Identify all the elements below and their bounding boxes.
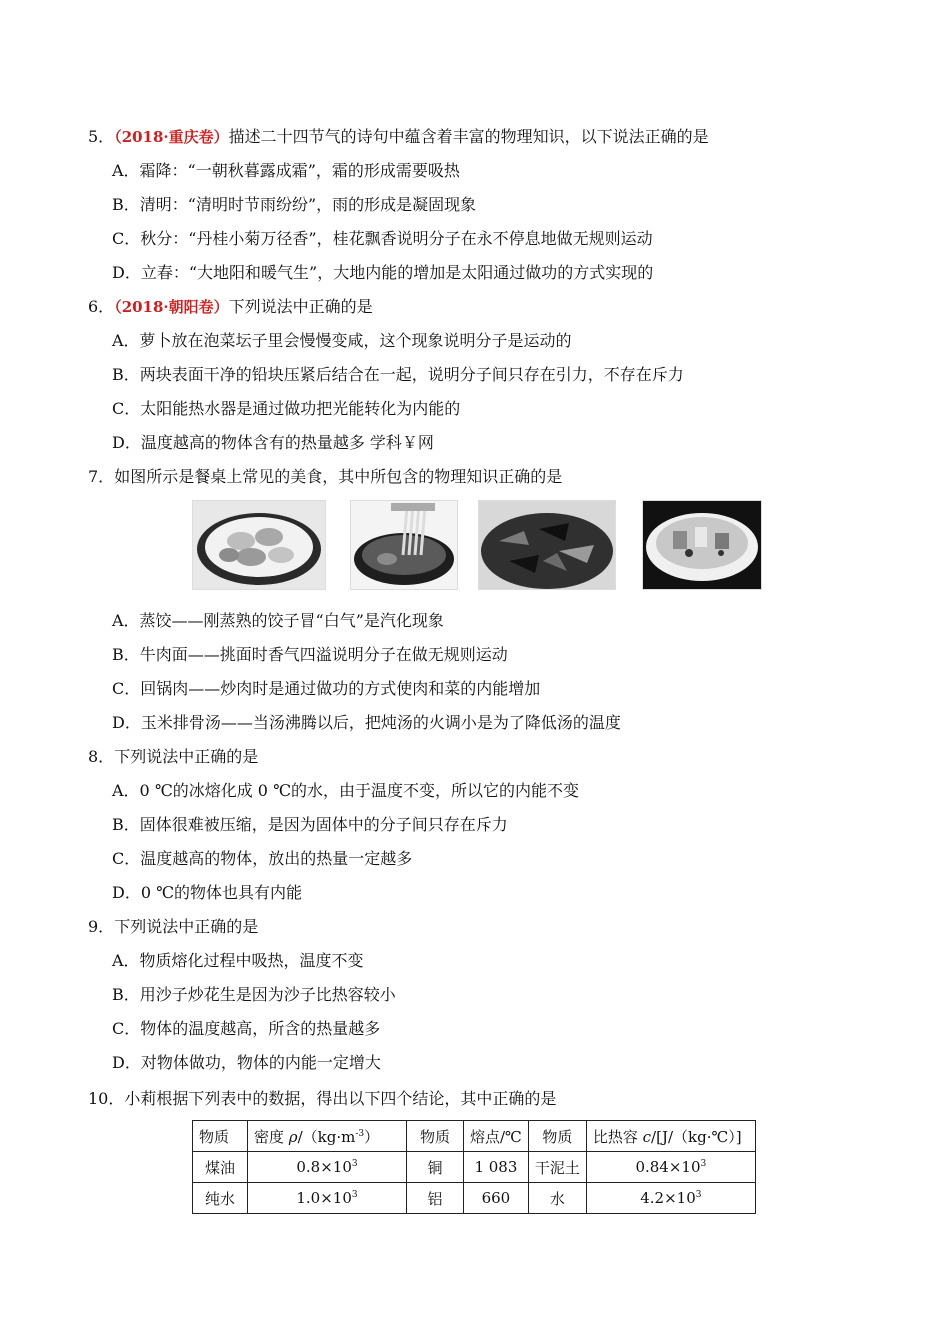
question-stem: 下列说法中正确的是: [228, 297, 373, 316]
table-cell: $0.8\times 10^3$: [248, 1152, 407, 1183]
table-cell: 铜: [407, 1152, 464, 1183]
beef-noodles-image: [350, 500, 458, 590]
data-table: [192, 1120, 756, 1214]
option-a: A．霜降：“一朝秋暮露成霜”，霜的形成需要吸热: [112, 161, 460, 180]
table-cell: 660: [464, 1183, 529, 1214]
table-cell: 1 083: [464, 1152, 529, 1183]
table-row: [193, 1183, 756, 1214]
option-b: B．清明：“清明时节雨纷纷”，雨的形成是凝固现象: [112, 195, 477, 214]
table-cell: 铝: [407, 1183, 464, 1214]
table-row: [193, 1152, 756, 1183]
table-header-cell: 物质: [193, 1121, 248, 1152]
table-cell: $4.2\times 10^3$: [586, 1183, 755, 1214]
question-8: [88, 746, 258, 768]
question-stem: 下列说法中正确的是: [114, 747, 259, 766]
question-number: 8．: [88, 747, 115, 766]
option-b: B．固体很难被压缩，是因为固体中的分子间只存在斥力: [112, 815, 508, 834]
question-number: 6．: [88, 297, 115, 316]
table-cell: 干泥土: [528, 1152, 586, 1183]
table-cell: $1.0\times 10^3$: [248, 1183, 407, 1214]
twice-cooked-pork-image: [478, 500, 616, 590]
option-c: C．回锅肉——炒肉时是通过做功的方式使肉和菜的内能增加: [112, 679, 541, 698]
question-source: （2018·重庆卷）: [114, 128, 229, 146]
option-c: C．太阳能热水器是通过做功把光能转化为内能的: [112, 399, 461, 418]
question-number: 7．: [88, 467, 115, 486]
table-header-cell: 比热容 c/[J/（kg·℃）]: [586, 1121, 755, 1152]
option-b: B．两块表面干净的铅块压紧后结合在一起，说明分子间只存在引力，不存在斥力: [112, 365, 684, 384]
table-cell: 煤油: [193, 1152, 248, 1183]
option-b: B．牛肉面——挑面时香气四溢说明分子在做无规则运动: [112, 645, 508, 664]
option-d: D．温度越高的物体含有的热量越多 学科￥网: [112, 433, 434, 452]
option-b: B．用沙子炒花生是因为沙子比热容较小: [112, 985, 396, 1004]
option-a: A．萝卜放在泡菜坛子里会慢慢变咸，这个现象说明分子是运动的: [112, 331, 572, 350]
question-6: [88, 296, 373, 318]
question-source: （2018·朝阳卷）: [114, 298, 229, 316]
table-cell: 纯水: [193, 1183, 248, 1214]
table-cell: $0.84\times 10^3$: [586, 1152, 755, 1183]
question-5: [88, 126, 709, 148]
option-d: D．对物体做功，物体的内能一定增大: [112, 1053, 381, 1072]
option-a: A．0 ℃的冰熔化成 0 ℃的水，由于温度不变，所以它的内能不变: [112, 781, 579, 800]
question-number: 10．: [88, 1089, 125, 1108]
option-d: D．0 ℃的物体也具有内能: [112, 883, 302, 902]
table-header-cell: 物质: [528, 1121, 586, 1152]
option-a: A．蒸饺——刚蒸熟的饺子冒“白气”是汽化现象: [112, 611, 444, 630]
food-images: [192, 500, 762, 592]
question-number: 5．: [88, 127, 115, 146]
table-header-cell: 密度 $\rho/(kg\cdot m^{-3})$: [248, 1121, 407, 1152]
table-cell: 水: [528, 1183, 586, 1214]
option-a: A．物质熔化过程中吸热，温度不变: [112, 951, 364, 970]
question-stem: 如图所示是餐桌上常见的美食，其中所包含的物理知识正确的是: [114, 467, 563, 486]
question-stem: 下列说法中正确的是: [114, 917, 259, 936]
option-c: C．温度越高的物体，放出的热量一定越多: [112, 849, 413, 868]
option-d: D．立春：“大地阳和暖气生”，大地内能的增加是太阳通过做功的方式实现的: [112, 263, 654, 282]
option-d: D．玉米排骨汤——当汤沸腾以后，把炖汤的火调小是为了降低汤的温度: [112, 713, 621, 732]
option-c: C．物体的温度越高，所含的热量越多: [112, 1019, 381, 1038]
table-header-cell: 物质: [407, 1121, 464, 1152]
question-7: [88, 466, 562, 488]
corn-rib-soup-image: [642, 500, 762, 590]
question-stem: 描述二十四节气的诗句中蕴含着丰富的物理知识，以下说法正确的是: [228, 127, 709, 146]
table-header-cell: 熔点/℃: [464, 1121, 529, 1152]
question-stem: 小莉根据下列表中的数据，得出以下四个结论，其中正确的是: [124, 1089, 557, 1108]
option-c: C．秋分：“丹桂小菊万径香”，桂花飘香说明分子在永不停息地做无规则运动: [112, 229, 653, 248]
table-header-row: [193, 1121, 756, 1152]
dumplings-image: [192, 500, 326, 590]
question-number: 9．: [88, 917, 115, 936]
question-10: [88, 1088, 556, 1110]
question-9: [88, 916, 258, 938]
